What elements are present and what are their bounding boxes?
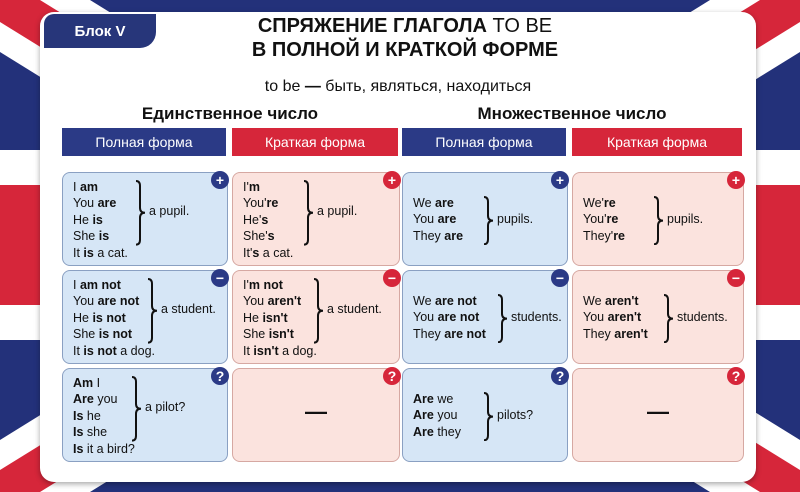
line-suffix: I	[93, 376, 101, 390]
verb-form: is not	[92, 310, 126, 325]
conjugation-line	[73, 441, 135, 457]
question-icon: ?	[551, 367, 569, 385]
line-prefix: You	[73, 294, 98, 309]
cell-pl-full-question	[402, 368, 568, 462]
line-prefix: She	[243, 327, 269, 342]
conjugation-line	[73, 310, 155, 326]
line-prefix: He'	[243, 212, 262, 227]
line-prefix: He	[243, 310, 263, 325]
verb-form: s	[252, 245, 260, 260]
verb-form: are not	[435, 294, 477, 308]
verb-form: re	[606, 212, 619, 227]
verb-form: are	[444, 228, 464, 243]
verb-form: Am	[73, 376, 94, 390]
line-prefix: She	[73, 229, 99, 244]
conjugation-line	[73, 343, 155, 359]
cell-sg-short-negative	[232, 270, 400, 364]
verb-form: Is	[73, 441, 84, 456]
conjugation-line	[413, 228, 463, 244]
line-prefix: It	[243, 343, 254, 358]
line-suffix: they	[433, 424, 461, 439]
title-line2: В ПОЛНОЙ И КРАТКОЙ ФОРМЕ	[251, 39, 559, 61]
brace-icon	[131, 376, 221, 442]
conjugation-lines	[243, 179, 293, 261]
conjugation-lines	[243, 277, 317, 359]
line-prefix: We	[413, 196, 435, 210]
verb-form: s	[267, 229, 275, 244]
verb-form: aren't	[614, 326, 648, 341]
verb-form: are not	[444, 326, 486, 341]
verb-form: isn't	[262, 310, 288, 325]
conjugation-line	[413, 293, 486, 309]
question-icon: ?	[727, 367, 745, 385]
conjugation-line	[413, 407, 461, 423]
brace-icon	[483, 392, 573, 441]
verb-form: is	[92, 212, 103, 227]
line-prefix: They	[413, 228, 445, 243]
conjugation-line	[73, 245, 128, 261]
conjugation-line	[73, 277, 155, 293]
verb-form: Are	[413, 408, 434, 423]
line-prefix: You	[413, 310, 438, 325]
verb-form: isn't	[268, 327, 294, 342]
line-suffix: we	[433, 392, 454, 406]
line-suffix: a cat.	[259, 245, 294, 260]
line-prefix: We	[413, 294, 435, 308]
conjugation-lines	[413, 195, 463, 244]
conjugation-line	[73, 293, 155, 309]
line-prefix: It	[73, 343, 84, 358]
brace-complement: pupils.	[497, 211, 534, 226]
verb-form: Are	[413, 392, 434, 406]
conjugation-line	[413, 309, 486, 325]
minus-icon: −	[727, 269, 745, 287]
verb-form: Are	[73, 392, 94, 407]
block-label: Блок V	[44, 14, 156, 48]
brace-complement: a student.	[161, 301, 216, 316]
plus-icon: +	[551, 171, 569, 189]
conjugation-lines	[73, 179, 128, 261]
line-prefix: You'	[243, 196, 267, 211]
conjugation-line	[583, 211, 625, 227]
conjugation-lines	[73, 277, 155, 359]
title-verb: TO BE	[492, 15, 553, 37]
line-prefix: They'	[583, 228, 614, 243]
line-prefix: He	[73, 212, 93, 227]
verb-form: is	[83, 245, 94, 260]
verb-form: am	[79, 180, 99, 194]
conjugation-lines	[413, 391, 461, 440]
line-suffix: you	[433, 408, 458, 423]
sg-full-column-header: Полная форма	[62, 128, 226, 156]
pl-full-column-header: Полная форма	[402, 128, 566, 156]
sg-short-column-header: Краткая форма	[232, 128, 398, 156]
conjugation-line	[413, 211, 463, 227]
line-prefix: It	[73, 245, 84, 260]
brace-complement: a pupil.	[317, 203, 358, 218]
plural-header: Множественное число	[477, 104, 667, 123]
conjugation-lines	[583, 293, 648, 342]
line-prefix: We'	[583, 196, 604, 210]
verb-form: Is	[73, 408, 84, 423]
conjugation-line	[243, 326, 317, 342]
line-prefix: I'	[243, 278, 249, 292]
line-suffix: a dog.	[278, 343, 317, 358]
verb-form: re	[266, 196, 279, 211]
cell-sg-full-positive	[62, 172, 228, 266]
line-suffix: you	[93, 392, 118, 407]
brace-icon	[135, 180, 225, 246]
conjugation-line	[243, 343, 317, 359]
verb-form: is	[98, 229, 110, 244]
singular-header: Единственное число	[141, 104, 319, 123]
empty-mark: —	[647, 399, 669, 424]
minus-icon: −	[211, 269, 229, 287]
cell-sg-full-question	[62, 368, 228, 462]
line-suffix: it a bird?	[83, 441, 135, 456]
conjugation-line	[243, 310, 317, 326]
subtitle-term: to be	[264, 78, 301, 95]
brace-complement: pilots?	[497, 407, 534, 422]
line-prefix: She'	[243, 229, 268, 244]
verb-form: is not	[98, 327, 133, 342]
cell-sg-short-positive	[232, 172, 400, 266]
conjugation-line	[243, 277, 317, 293]
line-prefix: You	[583, 310, 608, 325]
conjugation-line	[73, 391, 135, 407]
line-suffix: a cat.	[93, 245, 128, 260]
line-suffix: he	[83, 408, 101, 423]
verb-form: s	[261, 212, 269, 227]
brace-icon	[663, 294, 753, 343]
conjugation-line	[583, 309, 648, 325]
conjugation-line	[413, 391, 461, 407]
line-prefix: He	[73, 310, 93, 325]
line-prefix: They	[413, 326, 445, 341]
conjugation-line	[73, 375, 135, 391]
conjugation-lines	[583, 195, 625, 244]
conjugation-lines	[413, 293, 486, 342]
line-prefix: I	[73, 180, 80, 194]
verb-form: are	[97, 196, 117, 211]
verb-form: aren't	[605, 294, 639, 308]
conjugation-line	[583, 293, 648, 309]
verb-form: are	[435, 196, 454, 210]
line-suffix: she	[83, 425, 108, 440]
page-title	[170, 14, 640, 62]
verb-form: is not	[83, 343, 117, 358]
conjugation-line	[413, 424, 461, 440]
line-prefix: You'	[583, 212, 607, 227]
conjugation-line	[73, 228, 128, 244]
conjugation-line	[413, 326, 486, 342]
title-main: СПРЯЖЕНИЕ ГЛАГОЛА	[257, 15, 487, 37]
empty-mark: —	[305, 399, 327, 424]
brace-icon	[313, 278, 403, 344]
minus-icon: −	[383, 269, 401, 287]
verb-form: isn't	[253, 343, 279, 358]
brace-icon	[483, 196, 573, 245]
line-prefix: I'	[243, 180, 249, 194]
conjugation-line	[73, 195, 128, 211]
conjugation-line	[73, 408, 135, 424]
line-prefix: It'	[243, 245, 253, 260]
cell-sg-full-negative	[62, 270, 228, 364]
cell-pl-short-negative	[572, 270, 744, 364]
question-icon: ?	[383, 367, 401, 385]
cell-pl-short-positive	[572, 172, 744, 266]
verb-form: am not	[79, 278, 121, 292]
line-prefix: She	[73, 327, 99, 342]
conjugation-line	[583, 228, 625, 244]
line-suffix: a dog.	[116, 343, 155, 358]
conjugation-line	[243, 179, 293, 195]
verb-form: m not	[248, 278, 283, 292]
verb-form: aren't	[267, 294, 302, 309]
brace-complement: a student.	[327, 301, 382, 316]
verb-form: re	[613, 228, 626, 243]
subtitle	[40, 78, 756, 96]
brace-complement: students.	[511, 309, 562, 324]
verb-form: Is	[73, 425, 84, 440]
line-prefix: You	[243, 294, 268, 309]
verb-form: Are	[413, 424, 434, 439]
cell-sg-short-question	[232, 368, 400, 462]
brace-complement: pupils.	[667, 211, 704, 226]
conjugation-line	[243, 212, 293, 228]
question-icon: ?	[211, 367, 229, 385]
conjugation-line	[73, 179, 128, 195]
conjugation-line	[243, 195, 293, 211]
conjugation-line	[73, 424, 135, 440]
cell-pl-short-question	[572, 368, 744, 462]
line-prefix: They	[583, 326, 615, 341]
verb-form: are not	[437, 310, 480, 325]
line-prefix: You	[413, 212, 438, 227]
conjugation-line	[73, 212, 128, 228]
plus-icon: +	[211, 171, 229, 189]
cell-pl-full-negative	[402, 270, 568, 364]
line-prefix: I	[73, 278, 80, 292]
plus-icon: +	[727, 171, 745, 189]
line-prefix: You	[73, 196, 98, 211]
verb-form: aren't	[607, 310, 642, 325]
brace-complement: a pilot?	[145, 399, 186, 414]
verb-form: are	[437, 212, 457, 227]
brace-complement: a pupil.	[149, 203, 190, 218]
verb-form: re	[603, 196, 616, 210]
conjugation-line	[73, 326, 155, 342]
conjugation-line	[243, 245, 293, 261]
subtitle-dash: —	[304, 78, 321, 95]
conjugation-line	[583, 326, 648, 342]
conjugation-line	[413, 195, 463, 211]
pl-short-column-header: Краткая форма	[572, 128, 742, 156]
verb-form: are not	[97, 294, 140, 309]
verb-form: m	[248, 180, 260, 194]
conjugation-line	[583, 195, 625, 211]
conjugation-lines	[73, 375, 135, 457]
brace-icon	[653, 196, 743, 245]
brace-icon	[303, 180, 393, 246]
brace-complement: students.	[677, 309, 728, 324]
brace-icon	[147, 278, 237, 344]
line-prefix: We	[583, 294, 605, 308]
subtitle-meaning: быть, являться, находиться	[325, 78, 532, 95]
conjugation-line	[243, 228, 293, 244]
cell-pl-full-positive	[402, 172, 568, 266]
conjugation-line	[243, 293, 317, 309]
minus-icon: −	[551, 269, 569, 287]
plus-icon: +	[383, 171, 401, 189]
